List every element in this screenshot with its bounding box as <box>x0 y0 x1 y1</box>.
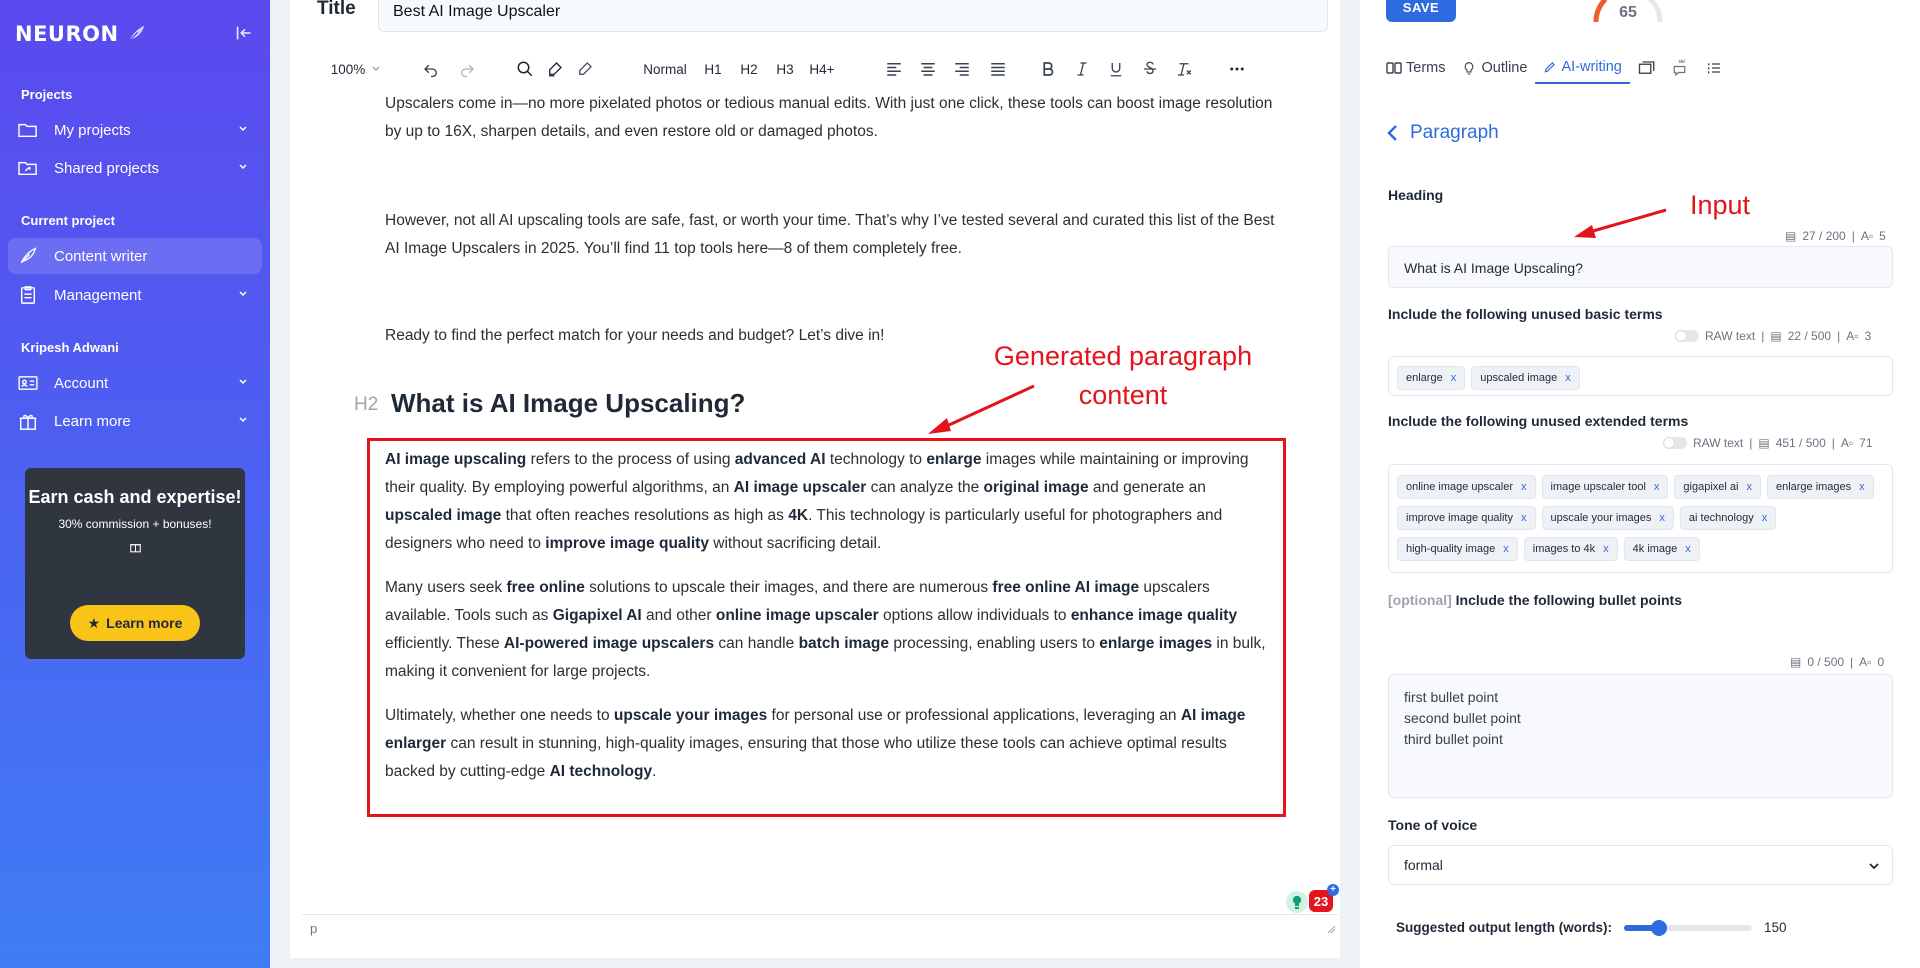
more-options-icon[interactable] <box>1224 50 1250 88</box>
doc-icon: ▤ <box>1785 229 1797 243</box>
underline-icon[interactable] <box>1104 50 1128 88</box>
term-chip-label: enlarge <box>1406 372 1443 384</box>
paragraph-intro[interactable]: Upscalers come in—no more pixelated photos or tedious manual edits. With just one click, these tools can boost image resolution by up to 16X, sharpen details, and even restore old or damaged photos. <box>385 95 1273 140</box>
output-length-value: 150 <box>1763 920 1787 935</box>
feather-pen-icon <box>16 246 40 266</box>
collapse-sidebar-icon[interactable] <box>233 22 255 44</box>
extended-term-chip[interactable] <box>1624 537 1700 561</box>
promo-learn-more-button[interactable] <box>70 605 200 641</box>
numbered-list-icon <box>1706 60 1722 76</box>
term-chip-label: online image upscaler <box>1406 481 1514 493</box>
generated-paragraph-3[interactable]: Ultimately, whether one needs to upscale your images for personal use or professional applications, leveraging an AI image enlarger can result in stunning, high-quality images, ensuring that those who utilize these tools can achieve optimal results backed by cutting-edge AI technology. <box>385 707 1246 780</box>
tab-ai-writing[interactable] <box>1535 52 1629 84</box>
keyword-highlight: free online <box>506 579 585 596</box>
gift-icon <box>16 411 40 431</box>
keyword-highlight: 4K <box>788 507 809 524</box>
separator: | <box>1850 655 1854 669</box>
bullets-meta <box>1790 655 1884 669</box>
remove-term-icon[interactable]: x <box>1653 481 1660 493</box>
heading-meta <box>1785 229 1886 243</box>
ai-writing-panel <box>1360 0 1920 968</box>
paragraph-tools[interactable]: However, not all AI upscaling tools are safe, fast, or worth your time. That’s why I’ve tested several and curated this list of the Best AI Image Upscalers in 2025. You’ll find 11 top tools here—8 of them completely free. <box>385 212 1275 257</box>
editor-panel <box>290 0 1340 958</box>
style-h4[interactable]: H4+ <box>809 61 835 77</box>
content-score: 65 <box>1619 4 1637 21</box>
basic-term-chip[interactable] <box>1397 366 1465 390</box>
keyword-highlight: AI-powered image upscalers <box>503 635 715 652</box>
promo-button-label: Learn more <box>106 615 183 631</box>
annotation-arrow <box>1570 206 1670 240</box>
extended-term-chip[interactable] <box>1397 506 1536 530</box>
term-chip-label: gigapixel ai <box>1683 481 1739 493</box>
heading-char-count: 27 / 200 <box>1802 229 1846 243</box>
section-projects: Projects <box>21 87 73 102</box>
bullets-textarea[interactable]: first bullet point second bullet point third bullet point <box>1388 674 1893 798</box>
clipboard-icon <box>16 285 40 305</box>
style-h2[interactable]: H2 <box>740 61 758 77</box>
separator: | <box>1831 436 1835 450</box>
keyword-highlight: free online AI image <box>992 579 1140 596</box>
chevron-down-icon <box>1868 861 1880 871</box>
chevron-down-icon <box>238 124 248 134</box>
bullets-char-count: 0 / 500 <box>1807 655 1845 669</box>
keyword-highlight: AI image enlarger <box>385 707 1246 752</box>
gift-icon <box>25 540 245 554</box>
section-current-project: Current project <box>21 213 115 228</box>
align-right-icon[interactable] <box>950 50 974 88</box>
heading-input[interactable]: What is AI Image Upscaling? <box>1388 246 1893 288</box>
tab-terms[interactable] <box>1378 52 1453 84</box>
sidebar-item-label: Content writer <box>54 247 148 265</box>
extended-terms-field[interactable] <box>1388 464 1893 573</box>
extended-word-count: 71 <box>1859 436 1873 450</box>
zoom-value: 100% <box>330 61 366 77</box>
resize-handle-icon[interactable] <box>1326 924 1336 934</box>
remove-term-icon[interactable]: x <box>1503 543 1509 555</box>
doc-icon: ▤ <box>1790 655 1802 669</box>
annotation-generated-label: Generated paragraph content <box>993 341 1253 410</box>
tab-label: Terms <box>1406 60 1446 76</box>
section-heading[interactable]: What is AI Image Upscaling? <box>391 388 746 418</box>
doc-icon: ▤ <box>1770 329 1782 343</box>
chevron-down-icon <box>238 289 248 299</box>
bullets-label-text: Include the following bullet points <box>1455 592 1682 608</box>
extended-terms-label: Include the following unused extended terms <box>1388 413 1689 429</box>
term-chip-label: upscale your images <box>1550 512 1652 524</box>
chevron-down-icon <box>238 377 248 387</box>
sidebar-item-label: My projects <box>54 121 131 139</box>
raw-text-label: RAW text <box>1705 329 1756 343</box>
style-h3[interactable]: H3 <box>776 61 794 77</box>
separator: | <box>1749 436 1753 450</box>
term-chip-label: enlarge images <box>1775 481 1852 493</box>
undo-icon[interactable] <box>418 50 444 88</box>
plus-icon: + <box>1327 884 1339 896</box>
redo-icon[interactable] <box>454 50 480 88</box>
tab-comments[interactable] <box>1664 52 1698 84</box>
star-icon: ★ <box>87 614 101 631</box>
search-icon[interactable] <box>512 50 538 88</box>
word-count-icon: A▫ <box>1846 329 1859 343</box>
keyword-highlight: AI technology <box>549 763 653 780</box>
output-length-row <box>1396 920 1787 935</box>
promo-subtitle: 30% commission + bonuses! <box>58 517 212 531</box>
basic-word-count: 3 <box>1864 329 1872 343</box>
section-user: Kripesh Adwani <box>21 340 119 355</box>
extended-term-chip[interactable] <box>1767 475 1874 499</box>
separator: | <box>1851 229 1855 243</box>
panel-tabs <box>1378 52 1730 88</box>
extended-term-chip[interactable] <box>1524 537 1618 561</box>
basic-terms-label: Include the following unused basic terms <box>1388 306 1663 322</box>
keyword-highlight: upscaled image <box>385 507 502 524</box>
tab-images[interactable] <box>1630 52 1664 84</box>
extended-term-chip[interactable] <box>1542 506 1674 530</box>
sidebar-item-label: Shared projects <box>54 159 160 177</box>
assistant-badge[interactable] <box>1285 886 1341 916</box>
generated-paragraph-1[interactable]: AI image upscaling refers to the process of using advanced AI technology to enlarge images while maintaining or improving their quality. By employing powerful algorithms, an AI image upscaler can analyze the original image and generate an upscaled image that often reaches resolutions as high as 4K. This technology is particularly useful for photographers and designers who need to improve image quality without sacrificing detail. <box>385 451 1249 552</box>
output-length-label: Suggested output length (words): <box>1396 920 1612 935</box>
terms-icon <box>1386 61 1402 75</box>
word-count-icon: A▫ <box>1859 655 1872 669</box>
remove-term-icon[interactable]: x <box>1685 543 1691 555</box>
logo[interactable] <box>15 22 147 46</box>
tone-value: formal <box>1404 857 1443 873</box>
pen-icon <box>1543 60 1557 74</box>
term-chip-label: improve image quality <box>1406 512 1513 524</box>
bold-icon[interactable] <box>1036 50 1060 88</box>
chevron-down-icon <box>238 415 248 425</box>
remove-term-icon[interactable]: x <box>1761 512 1768 524</box>
generated-paragraph-2[interactable]: Many users seek free online solutions to upscale their images, and there are numerous free online AI image upscalers available. Tools such as Gigapixel AI and other online image upscaler options allow individuals to enhance image quality efficiently. These AI-powered image upscalers can handle batch image processing, enabling users to enlarge images in bulk, making it convenient for large projects. <box>385 579 1266 680</box>
optional-tag: [optional] <box>1388 592 1452 608</box>
extended-term-chip[interactable] <box>1680 506 1776 530</box>
separator: | <box>1837 329 1841 343</box>
sidebar-item-label: Learn more <box>54 412 131 430</box>
heading-level-tag: H2 <box>354 394 379 415</box>
element-path: p <box>310 921 318 936</box>
sidebar-item-learn-more[interactable] <box>8 403 262 439</box>
status-bar <box>302 914 1338 940</box>
term-chip-label: ai technology <box>1688 512 1754 524</box>
badge-count: 23 <box>1313 893 1329 909</box>
keyword-highlight: AI image upscaler <box>733 479 867 496</box>
output-length-slider[interactable] <box>1624 925 1752 931</box>
sidebar-item-my-projects[interactable] <box>8 112 262 148</box>
basic-terms-meta <box>1675 329 1871 343</box>
back-to-paragraph[interactable] <box>1386 122 1499 144</box>
term-chip-label: images to 4k <box>1532 543 1596 555</box>
align-center-icon[interactable] <box>916 50 940 88</box>
keyword-highlight: upscale your images <box>613 707 768 724</box>
raw-text-label: RAW text <box>1693 436 1744 450</box>
extended-term-chip[interactable] <box>1397 537 1518 561</box>
tone-select[interactable] <box>1388 845 1893 885</box>
style-normal[interactable]: Normal <box>643 61 687 77</box>
basic-char-count: 22 / 500 <box>1787 329 1832 343</box>
remove-term-icon[interactable]: x <box>1746 481 1752 493</box>
chevron-left-icon <box>1386 124 1398 142</box>
bullets-word-count: 0 <box>1877 655 1885 669</box>
title-label: Title <box>317 0 356 19</box>
keyword-highlight: improve image quality <box>545 535 709 552</box>
align-justify-icon[interactable] <box>986 50 1010 88</box>
chevron-down-icon <box>371 64 381 74</box>
remove-term-icon[interactable]: x <box>1521 481 1527 493</box>
word-count-icon: A▫ <box>1840 436 1854 450</box>
keyword-highlight: batch image <box>798 635 890 652</box>
raw-text-toggle[interactable] <box>1675 330 1699 342</box>
doc-icon: ▤ <box>1758 436 1770 450</box>
comments-crown-icon <box>1672 57 1690 79</box>
extended-terms-meta <box>1663 436 1873 450</box>
panel-section-title: Paragraph <box>1410 122 1499 143</box>
tab-label: AI-writing <box>1561 59 1622 75</box>
promo-title: Earn cash and expertise! <box>28 487 242 507</box>
annotation-input-label: Input <box>1689 190 1751 220</box>
basic-term-chip[interactable] <box>1471 366 1580 390</box>
remove-term-icon[interactable]: x <box>1450 372 1457 384</box>
align-left-icon[interactable] <box>882 50 906 88</box>
sidebar-item-management[interactable] <box>8 277 262 313</box>
folder-icon <box>16 120 40 140</box>
bullets-label <box>1388 592 1682 608</box>
tone-label: Tone of voice <box>1388 817 1478 833</box>
remove-term-icon[interactable]: x <box>1659 512 1665 524</box>
keyword-highlight: enlarge <box>926 451 982 468</box>
word-count-icon: A▫ <box>1860 229 1874 243</box>
title-input[interactable]: Best AI Image Upscaler <box>378 0 1328 32</box>
style-h1[interactable]: H1 <box>704 61 722 77</box>
term-chip-label: 4k image <box>1632 543 1678 555</box>
keyword-highlight: advanced AI <box>734 451 826 468</box>
sidebar <box>0 0 270 968</box>
sidebar-item-label: Account <box>54 374 109 392</box>
keyword-highlight: AI image upscaling <box>385 451 527 468</box>
lightbulb-icon <box>1285 890 1309 914</box>
remove-term-icon[interactable]: x <box>1521 512 1527 524</box>
keyword-highlight: online image upscaler <box>715 607 879 624</box>
zoom-select[interactable] <box>326 50 386 88</box>
remove-term-icon[interactable]: x <box>1565 372 1571 384</box>
strikethrough-icon[interactable] <box>1138 50 1162 88</box>
heading-word-count: 5 <box>1879 229 1886 243</box>
sidebar-item-shared-projects[interactable] <box>8 150 262 186</box>
content-score-gauge <box>1588 0 1668 26</box>
tab-outline[interactable] <box>1453 52 1535 84</box>
keyword-highlight: Gigapixel AI <box>552 607 642 624</box>
keyword-highlight: enlarge images <box>1099 635 1213 652</box>
feather-icon <box>125 23 147 45</box>
promo-card <box>25 468 245 659</box>
tab-label: Outline <box>1481 60 1528 76</box>
tab-list[interactable] <box>1698 52 1730 84</box>
basic-terms-field[interactable] <box>1388 356 1893 396</box>
raw-text-toggle[interactable] <box>1663 437 1687 449</box>
id-card-icon <box>16 373 40 393</box>
remove-term-icon[interactable]: x <box>1603 543 1609 555</box>
annotation-arrow <box>920 380 1040 440</box>
lightbulb-icon <box>1461 60 1477 76</box>
heading-label: Heading <box>1388 187 1444 203</box>
separator: | <box>1761 329 1765 343</box>
shared-folder-icon <box>16 158 40 178</box>
extended-term-chip[interactable] <box>1397 475 1536 499</box>
slider-handle[interactable] <box>1651 920 1667 936</box>
sidebar-item-account[interactable] <box>8 365 262 401</box>
extended-term-chip[interactable] <box>1674 475 1761 499</box>
term-chip-label: image upscaler tool <box>1550 481 1646 493</box>
extended-char-count: 451 / 500 <box>1775 436 1826 450</box>
highlighter-icon[interactable] <box>542 50 568 88</box>
term-chip-label: upscaled image <box>1480 372 1558 384</box>
images-icon <box>1638 60 1656 76</box>
remove-term-icon[interactable]: x <box>1859 481 1865 493</box>
term-chip-label: high-quality image <box>1406 543 1496 555</box>
chevron-down-icon <box>238 162 248 172</box>
logo-text: NEURON <box>15 22 119 46</box>
clear-format-icon[interactable] <box>1172 50 1196 88</box>
extended-term-chip[interactable] <box>1542 475 1669 499</box>
keyword-highlight: enhance image quality <box>1070 607 1238 624</box>
paragraph-cta[interactable]: Ready to find the perfect match for your needs and budget? Let’s dive in! <box>385 327 885 344</box>
eraser-pen-icon[interactable] <box>572 50 598 88</box>
sidebar-item-label: Management <box>54 286 142 304</box>
keyword-highlight: original image <box>983 479 1089 496</box>
italic-icon[interactable] <box>1070 50 1094 88</box>
editor-toolbar <box>290 50 1340 88</box>
save-button[interactable]: SAVE <box>1386 0 1456 22</box>
sidebar-item-content-writer[interactable] <box>8 238 262 274</box>
